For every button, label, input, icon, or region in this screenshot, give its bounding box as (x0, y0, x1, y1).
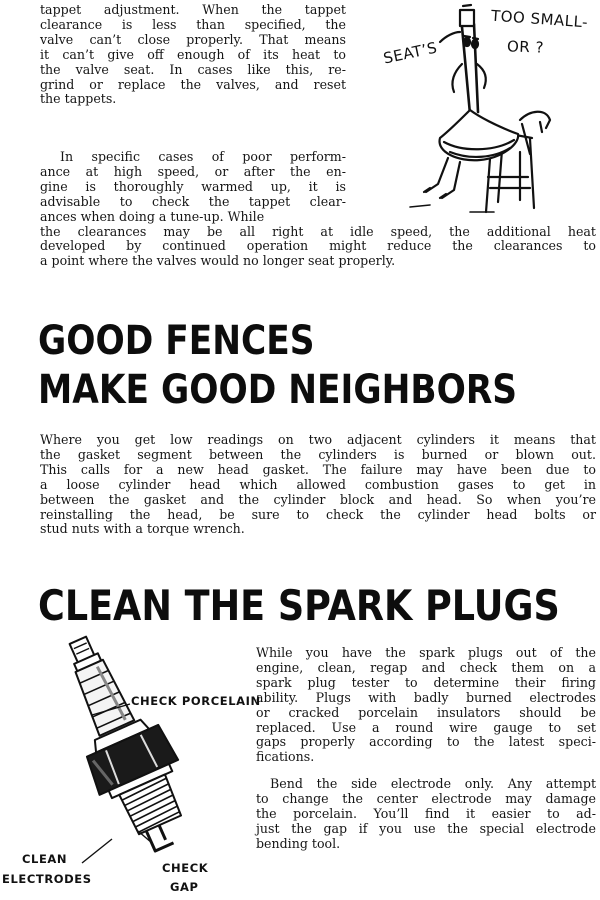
text-line: the valve seat. In cases like this, re- (40, 61, 346, 77)
text-line: the clearances may be all right at idle speed, the additional heat (40, 223, 596, 239)
label-clean: CLEAN (22, 852, 68, 866)
text-line: to change the center electrode may damage (256, 790, 596, 806)
text-line: the porcelain. You’ll find it easier to ad- (256, 805, 596, 821)
cartoon-label-or: OR ? (506, 37, 545, 57)
cartoon-label-too-small: TOO SMALL- (490, 6, 589, 32)
text-line: Where you get low readings on two adjacent cylinders it means that (40, 432, 596, 447)
text-line: This calls for a new head gasket. The failure may have been due to (40, 461, 596, 477)
text-line: just the gap if you use the special electrode (256, 820, 596, 836)
text-line: bending tool. (256, 835, 341, 851)
text-line: clearance is less than specified, the (40, 16, 346, 32)
text-line: gaps properly according to the latest speci- (256, 734, 596, 750)
text-line: it can’t give off enough of its heat to (40, 46, 346, 62)
text-line: tappet adjustment. When the tappet (40, 2, 346, 17)
text-line: engine, clean, regap and check them on a (256, 659, 596, 675)
heading-make-good-neighbors: MAKE GOOD NEIGHBORS (38, 367, 518, 413)
performance-paragraph-continued (40, 225, 596, 270)
valve-on-chair-cartoon (370, 2, 595, 217)
text-line: gine is thoroughly warmed up, it is (40, 178, 346, 194)
text-line: ances when doing a tune-up. While (40, 208, 265, 224)
text-line: a point where the valves would no longer seat properly. (40, 253, 396, 269)
text-line: While you have the spark plugs out of the (256, 645, 596, 660)
text-line: ance at high speed, or after the en- (40, 163, 346, 179)
text-line: a loose cylinder head which allowed combustion gases to get in (40, 476, 596, 492)
heading-good-fences: GOOD FENCES (38, 318, 315, 364)
text-line: or cracked porcelain insulators should be (256, 704, 596, 720)
cartoon-label-seats: SEAT’S (381, 38, 439, 68)
spark-plug-illustration (30, 635, 250, 875)
text-line: developed by continued operation might reduce the clearances to (40, 238, 596, 254)
text-line: replaced. Use a round wire gauge to set (256, 719, 596, 735)
heading-clean-the-spark-plugs: CLEAN THE SPARK PLUGS (38, 581, 560, 630)
text-line: stud nuts with a torque wrench. (40, 521, 245, 537)
performance-paragraph (40, 150, 346, 225)
label-electrodes: ELECTRODES (2, 872, 92, 886)
text-line: grind or replace the valves, and reset (40, 76, 346, 92)
fences-paragraph (40, 433, 596, 537)
text-line: In specific cases of poor perform- (60, 149, 346, 164)
electrode-paragraph (256, 777, 596, 852)
text-line: spark plug tester to determine their firing (256, 674, 596, 690)
text-line: advisable to check the tappet clear- (40, 193, 346, 209)
text-line: the gasket segment between the cylinders is burned or blown out. (40, 446, 596, 462)
text-line: the tappets. (40, 91, 117, 107)
text-line: fications. (256, 749, 315, 765)
text-line: valve can’t close properly. That means (40, 31, 346, 47)
text-line: Bend the side electrode only. Any attempt (270, 776, 596, 791)
label-gap: GAP (170, 880, 199, 894)
text-line: reinstalling the head, be sure to check the cylinder head bolts or (40, 506, 596, 522)
text-line: ability. Plugs with badly burned electrodes (256, 689, 596, 705)
tappet-paragraph (40, 3, 346, 107)
text-line: between the gasket and the cylinder block and head. So when you’re (40, 491, 596, 507)
label-check: CHECK (162, 861, 209, 875)
spark-plug-paragraph (256, 646, 596, 765)
label-check-porcelain: CHECK PORCELAIN (131, 694, 261, 708)
